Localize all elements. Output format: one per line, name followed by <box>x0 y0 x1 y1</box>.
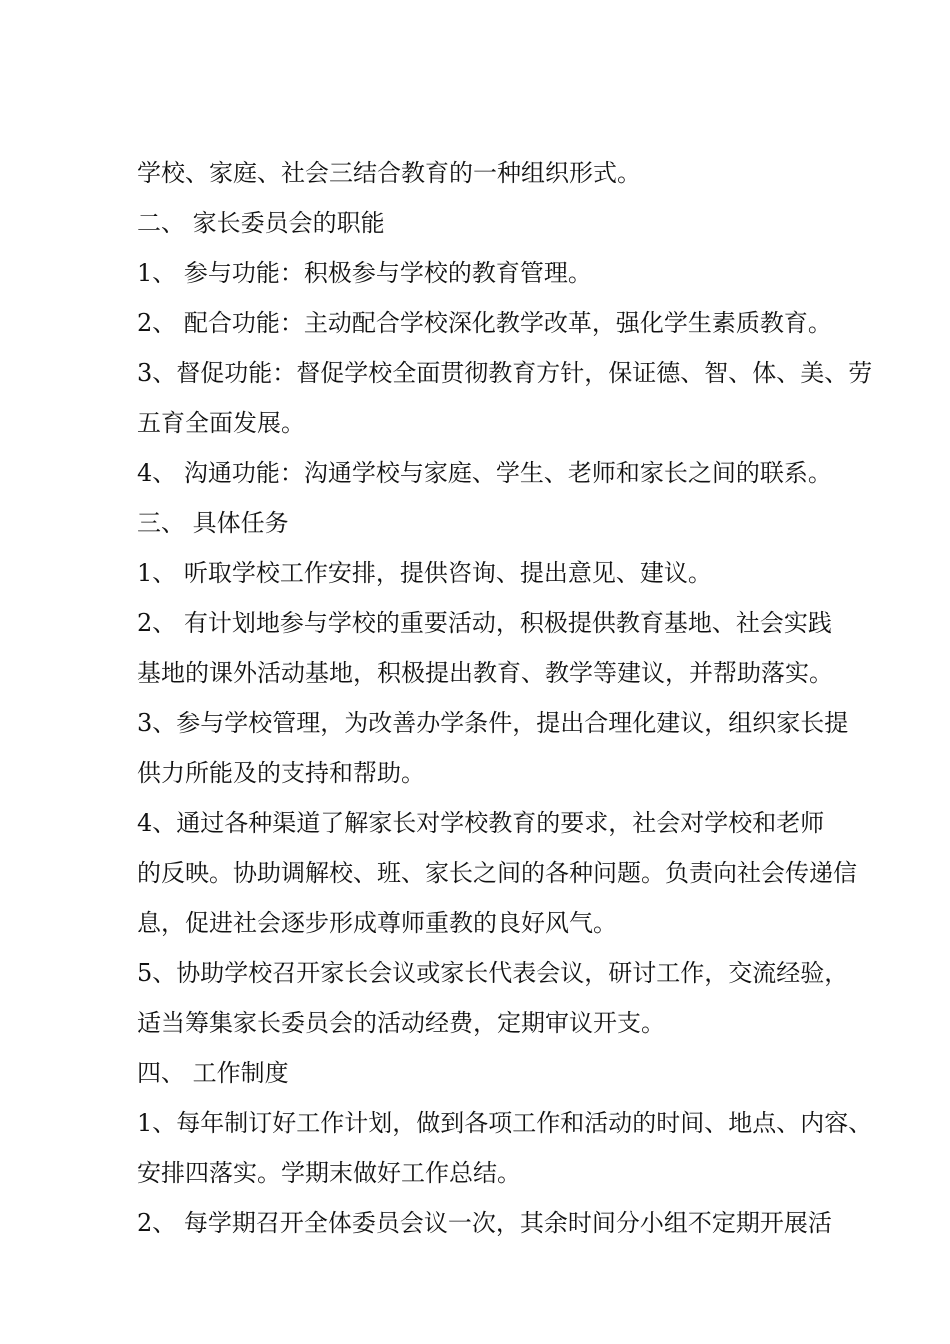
section-heading: 四、 工作制度 <box>137 1059 289 1087</box>
text-line: 4、 沟通功能：沟通学校与家庭、学生、老师和家长之间的联系。 <box>137 459 832 487</box>
text-line: 1、 参与功能：积极参与学校的教育管理。 <box>137 259 592 287</box>
text-line: 2、 每学期召开全体委员会议一次，其余时间分小组不定期开展活 <box>137 1209 832 1237</box>
text-line: 5、协助学校召开家长会议或家长代表会议，研讨工作，交流经验， <box>137 959 849 987</box>
text-line: 4、通过各种渠道了解家长对学校教育的要求，社会对学校和老师 <box>137 809 825 837</box>
text-line: 2、 配合功能：主动配合学校深化教学改革，强化学生素质教育。 <box>137 309 832 337</box>
text-line: 供力所能及的支持和帮助。 <box>137 759 425 787</box>
section-heading: 二、 家长委员会的职能 <box>137 209 385 237</box>
text-line: 安排四落实。学期末做好工作总结。 <box>137 1159 521 1187</box>
text-line: 适当筹集家长委员会的活动经费，定期审议开支。 <box>137 1009 665 1037</box>
section-heading: 三、 具体任务 <box>137 509 289 537</box>
text-line: 息，促进社会逐步形成尊师重教的良好风气。 <box>137 909 617 937</box>
text-line: 学校、家庭、社会三结合教育的一种组织形式。 <box>137 159 641 187</box>
text-line: 2、 有计划地参与学校的重要活动，积极提供教育基地、社会实践 <box>137 609 832 637</box>
text-line: 3、督促功能：督促学校全面贯彻教育方针，保证德、智、体、美、劳 <box>137 359 873 387</box>
text-line: 3、参与学校管理，为改善办学条件，提出合理化建议，组织家长提 <box>137 709 849 737</box>
text-line: 1、每年制订好工作计划，做到各项工作和活动的时间、地点、内容、 <box>137 1109 873 1137</box>
text-line: 1、 听取学校工作安排，提供咨询、提出意见、建议。 <box>137 559 712 587</box>
text-line: 五育全面发展。 <box>137 409 305 437</box>
text-line: 基地的课外活动基地，积极提出教育、教学等建议，并帮助落实。 <box>137 659 833 687</box>
text-line: 的反映。协助调解校、班、家长之间的各种问题。负责向社会传递信 <box>137 859 857 887</box>
document-body <box>137 148 873 1248</box>
